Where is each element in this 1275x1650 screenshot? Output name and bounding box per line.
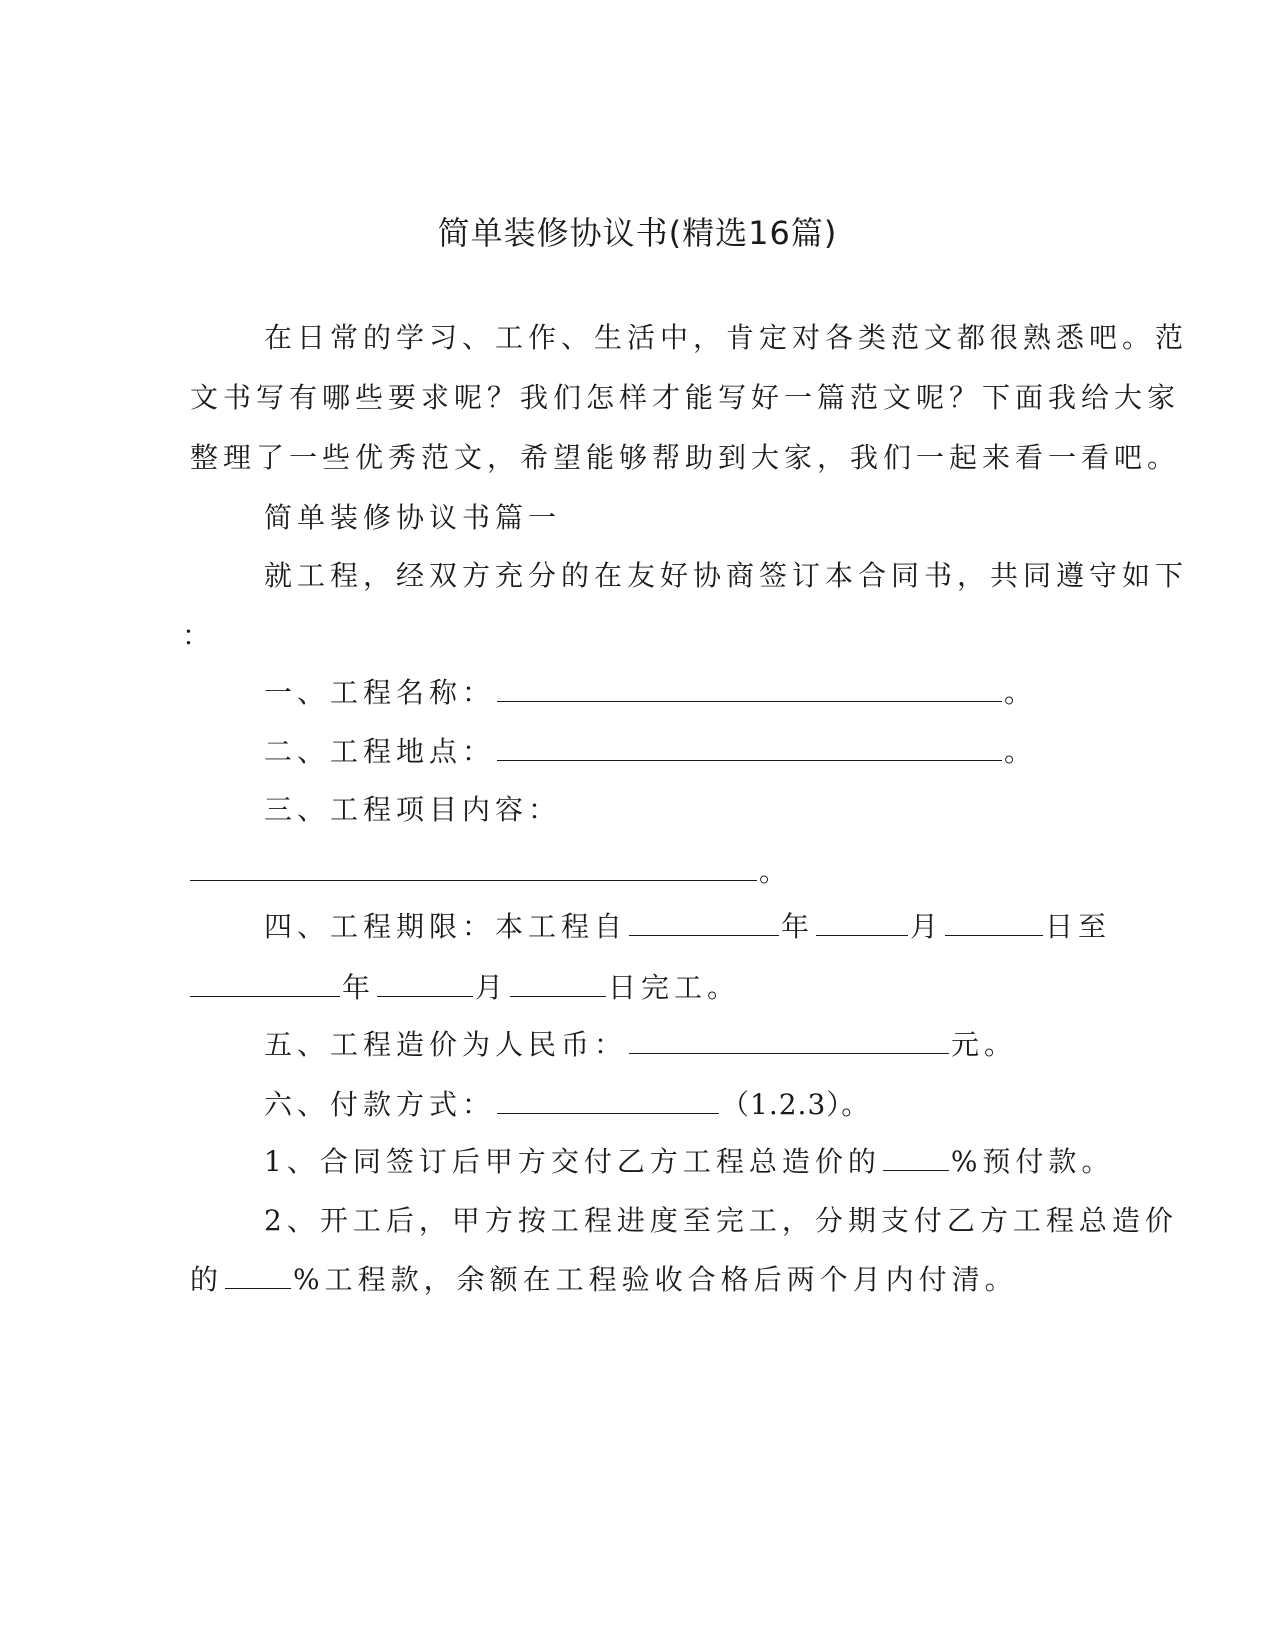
project-name-blank	[497, 665, 1002, 702]
payment-clause-1	[190, 1132, 1164, 1192]
item-project-location	[190, 722, 1164, 782]
start-day-blank	[945, 899, 1043, 936]
end-month-blank	[377, 960, 473, 997]
end-day-blank	[510, 960, 606, 997]
document-title: 简单装修协议书(精选16篇)	[437, 214, 838, 252]
end-year-label: 年	[342, 971, 376, 1004]
item-project-cost-end: 元。	[951, 1028, 1018, 1061]
item-project-period-end	[190, 958, 1090, 1018]
payment-clause-2-line-2	[190, 1250, 1090, 1310]
payment-method-blank	[497, 1077, 719, 1114]
item-project-content	[190, 842, 1090, 902]
intro-line-1: 在日常的学习、工作、生活中，肯定对各类范文都很熟悉吧。范	[264, 321, 1189, 354]
start-month-blank	[816, 899, 908, 936]
item-project-period-label: 四、工程期限：本工程自	[264, 910, 628, 943]
intro-line-3: 整理了一些优秀范文，希望能够帮助到大家，我们一起来看一看吧。	[190, 441, 1181, 474]
start-month-label: 月	[910, 910, 944, 943]
item-project-location-label: 二、工程地点：	[264, 735, 496, 768]
item-project-period	[190, 897, 1164, 957]
payment-clause-2-line-1: 2、开工后，甲方按工程进度至完工，分期支付乙方工程总造价	[264, 1204, 1178, 1237]
start-year-blank	[629, 899, 779, 936]
start-day-label: 日至	[1045, 910, 1112, 943]
item-project-name-end: 。	[1004, 676, 1038, 709]
intro-line-2: 文书写有哪些要求呢？我们怎样才能写好一篇范文呢？下面我给大家	[190, 381, 1181, 414]
item-project-content-label: 三、工程项目内容：	[264, 793, 562, 826]
progress-percent-blank	[225, 1252, 291, 1289]
project-cost-blank	[629, 1017, 949, 1054]
item-project-location-end: 。	[1004, 735, 1038, 768]
project-location-blank	[497, 724, 1002, 761]
item-payment-method-label: 六、付款方式：	[264, 1088, 496, 1121]
section-heading: 简单装修协议书篇一	[264, 501, 562, 534]
project-content-blank	[190, 844, 757, 881]
end-month-label: 月	[475, 971, 509, 1004]
item-project-content-end: 。	[759, 855, 793, 888]
item-payment-method-end: （1.2.3）。	[721, 1088, 871, 1121]
opening-tail: ：	[182, 619, 216, 652]
payment-clause-2-start: 的	[190, 1263, 224, 1296]
item-project-name	[190, 663, 1164, 723]
payment-clause-2-end: %工程款，余额在工程验收合格后两个月内付清。	[293, 1263, 1018, 1296]
item-project-cost-label: 五、工程造价为人民币：	[264, 1028, 628, 1061]
item-project-cost	[190, 1015, 1164, 1075]
opening-line: 就工程，经双方充分的在友好协商签订本合同书，共同遵守如下	[264, 559, 1189, 592]
item-payment-method	[190, 1075, 1164, 1135]
prepayment-percent-blank	[883, 1134, 949, 1171]
start-year-label: 年	[781, 910, 815, 943]
payment-clause-1-end: %预付款。	[950, 1145, 1115, 1178]
payment-clause-1-start: 1、合同签订后甲方交付乙方工程总造价的	[264, 1145, 881, 1178]
item-project-name-label: 一、工程名称：	[264, 676, 496, 709]
end-year-blank	[190, 960, 340, 997]
end-day-label: 日完工。	[608, 971, 741, 1004]
